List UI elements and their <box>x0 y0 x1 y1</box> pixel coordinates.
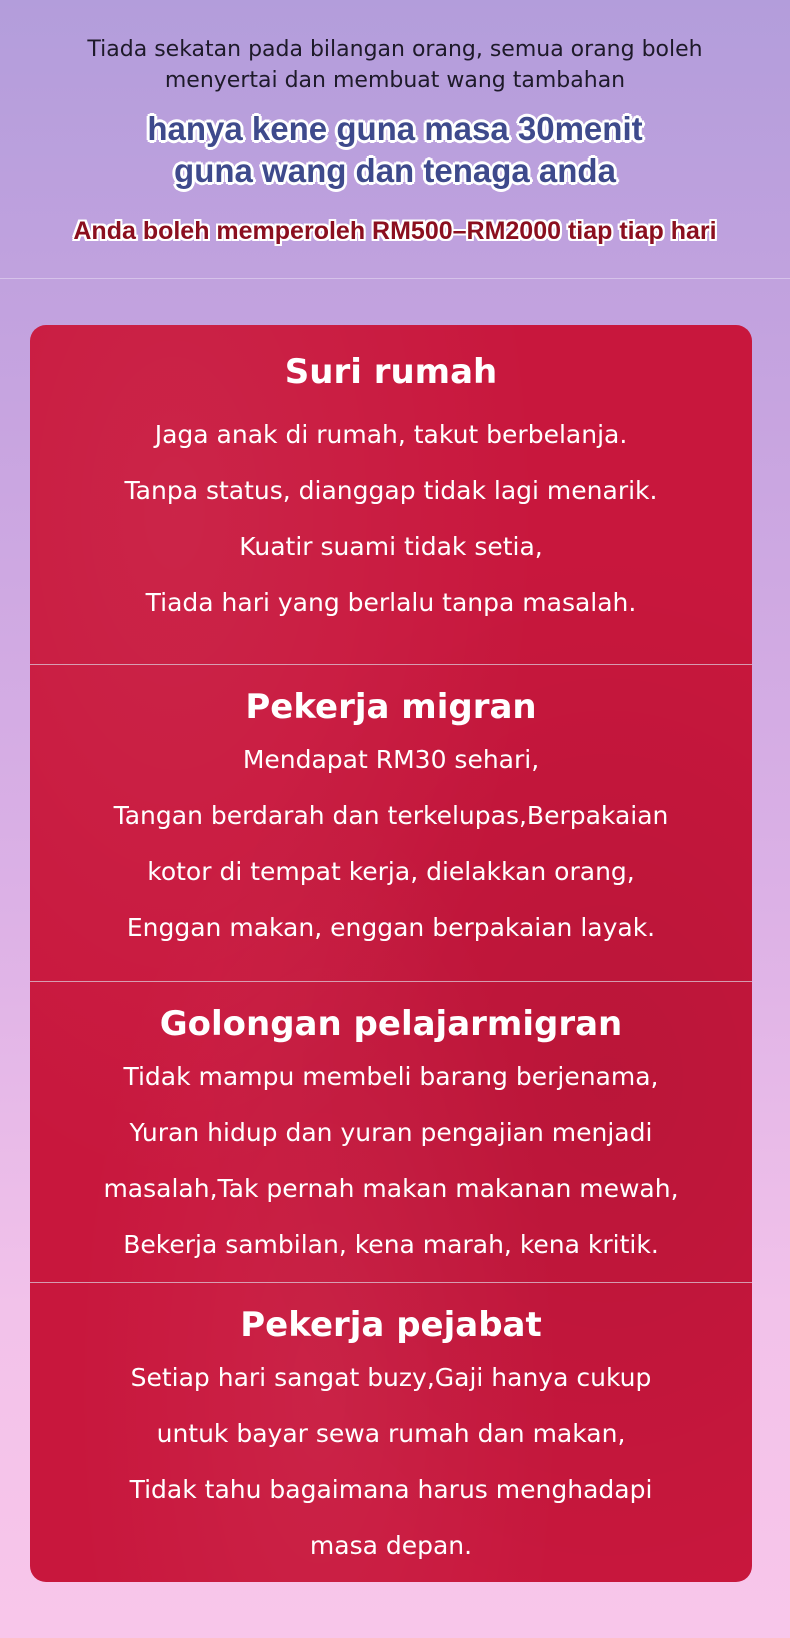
section-pekerja-pejabat <box>30 1300 752 1574</box>
section-divider <box>30 664 752 665</box>
section-line: Enggan makan, enggan berpakaian layak. <box>126 913 656 942</box>
section-line: untuk bayar sewa rumah dan makan, <box>156 1419 626 1448</box>
section-title: Suri rumah <box>284 352 498 392</box>
section-line: Kuatir suami tidak setia, <box>239 532 543 561</box>
section-line: Tiada hari yang berlalu tanpa masalah. <box>145 588 637 617</box>
headline-line: hanya kene guna masa 30menit <box>147 110 643 147</box>
section-pekerja-migran <box>30 682 752 956</box>
section-line: masa depan. <box>309 1531 473 1560</box>
section-line: Mendapat RM30 sehari, <box>242 745 540 774</box>
section-line: Tidak tahu bagaimana harus menghadapi <box>129 1475 653 1504</box>
section-golongan-pelajar <box>30 999 752 1273</box>
intro-line: menyertai dan membuat wang tambahan <box>164 68 626 93</box>
section-suri-rumah <box>30 347 752 631</box>
intro-text <box>40 34 750 96</box>
section-line: masalah,Tak pernah makan makanan mewah, <box>103 1174 679 1203</box>
intro-line: Tiada sekatan pada bilangan orang, semua orang boleh <box>87 37 703 62</box>
persona-card <box>30 325 752 1582</box>
section-line: Yuran hidup dan yuran pengajian menjadi <box>129 1118 653 1147</box>
section-body <box>30 1049 752 1273</box>
section-line: Tidak mampu membeli barang berjenama, <box>123 1062 659 1091</box>
section-body <box>30 732 752 956</box>
section-divider <box>30 1282 752 1283</box>
section-divider <box>30 981 752 982</box>
section-line: Jaga anak di rumah, takut berbelanja. <box>154 420 628 449</box>
section-body <box>30 1350 752 1574</box>
headline-line: guna wang dan tenaga anda <box>174 152 616 189</box>
section-line: Bekerja sambilan, kena marah, kena kritik. <box>123 1230 659 1259</box>
section-line: Setiap hari sangat buzy,Gaji hanya cukup <box>130 1363 652 1392</box>
section-title: Pekerja migran <box>245 687 537 727</box>
section-body <box>30 407 752 631</box>
section-line: kotor di tempat kerja, dielakkan orang, <box>147 857 635 886</box>
section-line: Tangan berdarah dan terkelupas,Berpakaian <box>113 801 669 830</box>
header-divider <box>0 278 790 279</box>
earnings-banner: Anda boleh memperoleh RM500–RM2000 tiap tiap hari <box>73 217 717 245</box>
header <box>0 0 790 280</box>
section-line: Tanpa status, dianggap tidak lagi menarik. <box>124 476 658 505</box>
section-title: Golongan pelajarmigran <box>159 1004 623 1044</box>
section-title: Pekerja pejabat <box>240 1305 542 1345</box>
headline <box>20 108 770 192</box>
